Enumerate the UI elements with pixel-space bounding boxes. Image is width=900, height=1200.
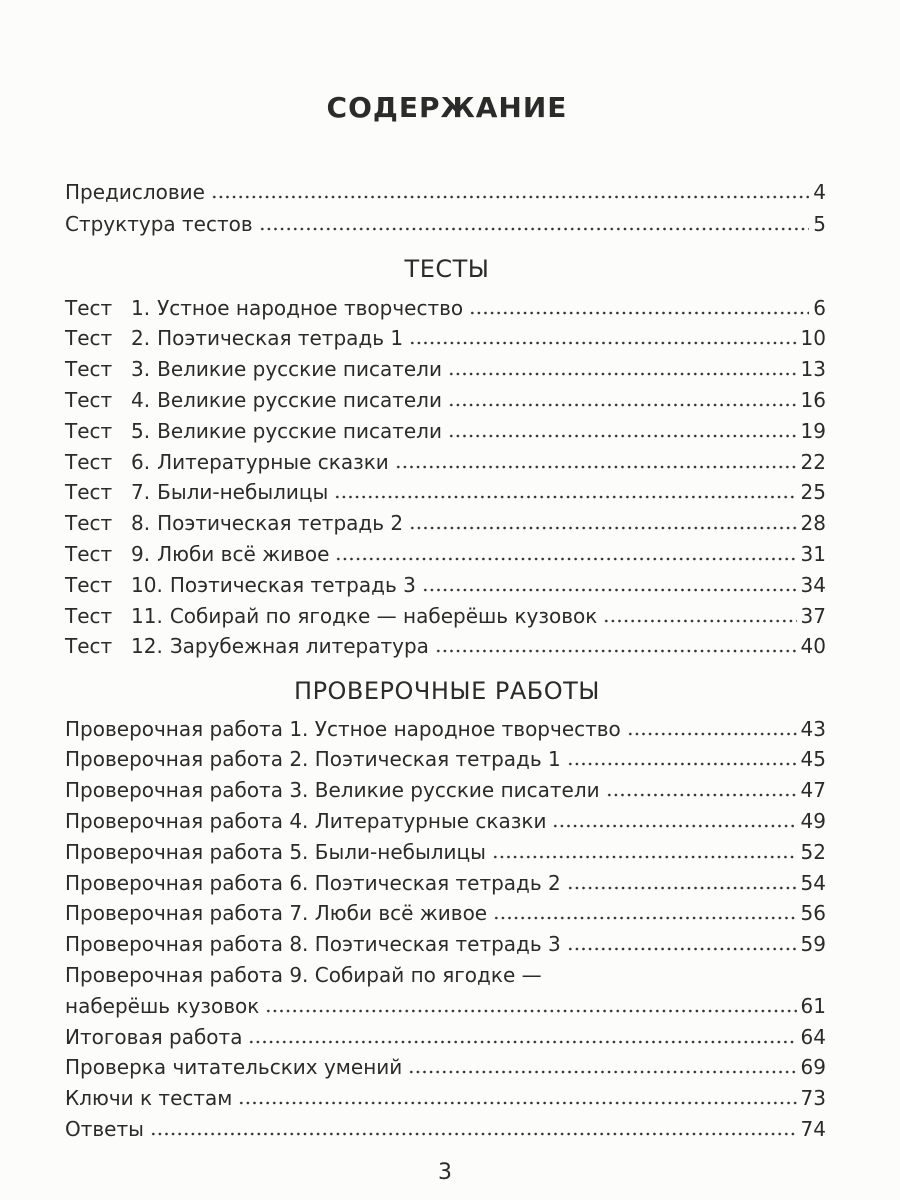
- entry-title: Поэтическая тетрадь 3: [169, 572, 416, 597]
- dot-leader: [448, 403, 797, 407]
- toc-entry[interactable]: [65, 508, 826, 539]
- dot-leader: [150, 1132, 797, 1136]
- toc-entry[interactable]: [65, 293, 826, 324]
- toc-entry[interactable]: [65, 447, 826, 478]
- checks-list: [65, 714, 826, 1145]
- entry-number: 1.: [131, 295, 151, 320]
- entry-page: 45: [800, 747, 826, 772]
- entry-number: 3.: [131, 357, 151, 382]
- entry-title: Великие русские писатели: [157, 387, 442, 412]
- entry-page: 52: [800, 839, 826, 864]
- page-number: 3: [438, 1160, 452, 1185]
- dot-leader: [335, 557, 796, 561]
- entry-number: 4.: [131, 387, 151, 412]
- entry-title: Проверочная работа 3. Великие русские писатели: [65, 778, 600, 803]
- dot-leader: [448, 372, 797, 376]
- entry-title-continuation: наберёшь кузовок: [65, 993, 260, 1018]
- toc-entry[interactable]: [65, 960, 826, 991]
- entry-prefix: Тест: [65, 511, 113, 536]
- entry-page: 49: [800, 808, 826, 833]
- entry-title: Ответы: [65, 1116, 144, 1141]
- dot-leader: [408, 1070, 796, 1074]
- toc-entry[interactable]: [65, 385, 826, 416]
- entry-title: Люби всё живое: [157, 541, 330, 566]
- entry-prefix: Тест: [65, 480, 113, 505]
- dot-leader: [567, 762, 797, 766]
- toc-entry[interactable]: [65, 323, 826, 354]
- toc-entry-continuation[interactable]: [65, 991, 826, 1022]
- dot-leader: [395, 465, 797, 469]
- entry-page: 61: [800, 993, 826, 1018]
- toc-entry[interactable]: [65, 806, 826, 837]
- entry-prefix: Тест: [65, 357, 113, 382]
- dot-leader: [334, 495, 796, 499]
- toc-entry[interactable]: [65, 416, 826, 447]
- entry-page: 69: [800, 1055, 826, 1080]
- dot-leader: [409, 341, 796, 345]
- dot-leader: [265, 1009, 796, 1013]
- dot-leader: [435, 649, 797, 653]
- toc-entry[interactable]: [65, 868, 826, 899]
- dot-leader: [448, 434, 797, 438]
- entry-page: 59: [800, 932, 826, 957]
- entry-title: Зарубежная литература: [169, 634, 429, 659]
- page-title: СОДЕРЖАНИЕ: [326, 91, 568, 124]
- entry-title: Проверочная работа 2. Поэтическая тетрадь 1: [65, 747, 561, 772]
- entry-number: 6.: [131, 449, 151, 474]
- entry-prefix: Тест: [65, 541, 113, 566]
- toc-entry[interactable]: [65, 1114, 826, 1145]
- dot-leader: [493, 916, 796, 920]
- entry-number: 8.: [131, 511, 151, 536]
- entry-title: Проверочная работа 1. Устное народное творчество: [65, 716, 621, 741]
- entry-number: 2.: [131, 326, 151, 351]
- dot-leader: [606, 793, 797, 797]
- entry-title: Поэтическая тетрадь 1: [157, 326, 404, 351]
- toc-entry[interactable]: [65, 539, 826, 570]
- entry-number: 11.: [131, 603, 163, 628]
- entry-page: 13: [800, 357, 826, 382]
- entry-page: 40: [800, 634, 826, 659]
- toc-entry[interactable]: [65, 601, 826, 632]
- section-heading-checks: ПРОВЕРОЧНЫЕ РАБОТЫ: [294, 677, 600, 705]
- toc-entry[interactable]: [65, 631, 826, 662]
- entry-title: Ключи к тестам: [65, 1086, 233, 1111]
- section-heading-tests: ТЕСТЫ: [404, 255, 490, 283]
- entry-page: 10: [800, 326, 826, 351]
- entry-prefix: Тест: [65, 603, 113, 628]
- intro-list: [65, 176, 826, 240]
- entry-page: 22: [800, 449, 826, 474]
- entry-page: 31: [800, 541, 826, 566]
- dot-leader: [409, 526, 796, 530]
- entry-prefix: Тест: [65, 572, 113, 597]
- toc-entry[interactable]: [65, 570, 826, 601]
- entry-title: Проверка читательских умений: [65, 1055, 403, 1080]
- toc-entry[interactable]: [65, 477, 826, 508]
- entry-prefix: Тест: [65, 418, 113, 443]
- toc-entry[interactable]: [65, 1083, 826, 1114]
- entry-page: 6: [813, 295, 826, 320]
- entry-page: 16: [800, 387, 826, 412]
- entry-title: Проверочная работа 7. Люби всё живое: [65, 901, 488, 926]
- toc-entry[interactable]: [65, 775, 826, 806]
- entry-title: Проверочная работа 4. Литературные сказки: [65, 808, 547, 833]
- entry-title: Были-небылицы: [157, 480, 329, 505]
- entry-page: 19: [800, 418, 826, 443]
- toc-entry[interactable]: [65, 837, 826, 868]
- entry-prefix: Тест: [65, 326, 113, 351]
- entry-number: 10.: [131, 572, 163, 597]
- entry-page: 25: [800, 480, 826, 505]
- toc-entry[interactable]: [65, 176, 826, 208]
- entry-number: 5.: [131, 418, 151, 443]
- toc-entry[interactable]: [65, 1052, 826, 1083]
- dot-leader: [567, 947, 797, 951]
- toc-entry[interactable]: [65, 744, 826, 775]
- tests-list: [65, 293, 826, 663]
- entry-title: Литературные сказки: [157, 449, 389, 474]
- dot-leader: [603, 619, 796, 623]
- toc-entry[interactable]: [65, 1022, 826, 1053]
- entry-page: 47: [800, 778, 826, 803]
- entry-page: 56: [800, 901, 826, 926]
- entry-title: Великие русские писатели: [157, 357, 442, 382]
- entry-page: 73: [800, 1086, 826, 1111]
- entry-prefix: Тест: [65, 449, 113, 474]
- entry-page: 5: [813, 212, 826, 236]
- dot-leader: [552, 824, 796, 828]
- toc-entry[interactable]: [65, 208, 826, 240]
- entry-page: 37: [800, 603, 826, 628]
- entry-number: 7.: [131, 480, 151, 505]
- entry-prefix: Тест: [65, 295, 113, 320]
- dot-leader: [469, 311, 809, 315]
- dot-leader: [627, 732, 797, 736]
- toc-entry[interactable]: [65, 898, 826, 929]
- toc-entry[interactable]: [65, 714, 826, 745]
- entry-number: 9.: [131, 541, 151, 566]
- dot-leader: [567, 886, 797, 890]
- entry-title: Проверочная работа 9. Собирай по ягодке —: [65, 962, 542, 987]
- entry-title: Великие русские писатели: [157, 418, 442, 443]
- entry-prefix: Тест: [65, 634, 113, 659]
- dot-leader: [492, 855, 797, 859]
- entry-title: Итоговая работа: [65, 1024, 243, 1049]
- entry-title: Проверочная работа 5. Были-небылицы: [65, 839, 486, 864]
- entry-title: Структура тестов: [65, 212, 253, 236]
- entry-page: 43: [800, 716, 826, 741]
- entry-prefix: Тест: [65, 387, 113, 412]
- entry-title: Поэтическая тетрадь 2: [157, 511, 404, 536]
- toc-entry[interactable]: [65, 929, 826, 960]
- entry-number: 12.: [131, 634, 163, 659]
- dot-leader: [422, 588, 797, 592]
- entry-page: 54: [800, 870, 826, 895]
- toc-entry[interactable]: [65, 354, 826, 385]
- entry-title: Проверочная работа 6. Поэтическая тетрадь 2: [65, 870, 561, 895]
- entry-title: Предисловие: [65, 180, 205, 204]
- entry-title: Собирай по ягодке — наберёшь кузовок: [169, 603, 598, 628]
- entry-title: Устное народное творчество: [157, 295, 464, 320]
- entry-page: 28: [800, 511, 826, 536]
- entry-title: Проверочная работа 8. Поэтическая тетрадь 3: [65, 932, 561, 957]
- dot-leader: [248, 1040, 796, 1044]
- entry-page: 64: [800, 1024, 826, 1049]
- entry-page: 4: [813, 180, 826, 204]
- dot-leader: [211, 195, 809, 199]
- entry-page: 74: [800, 1116, 826, 1141]
- dot-leader: [238, 1101, 796, 1105]
- entry-page: 34: [800, 572, 826, 597]
- dot-leader: [259, 227, 810, 231]
